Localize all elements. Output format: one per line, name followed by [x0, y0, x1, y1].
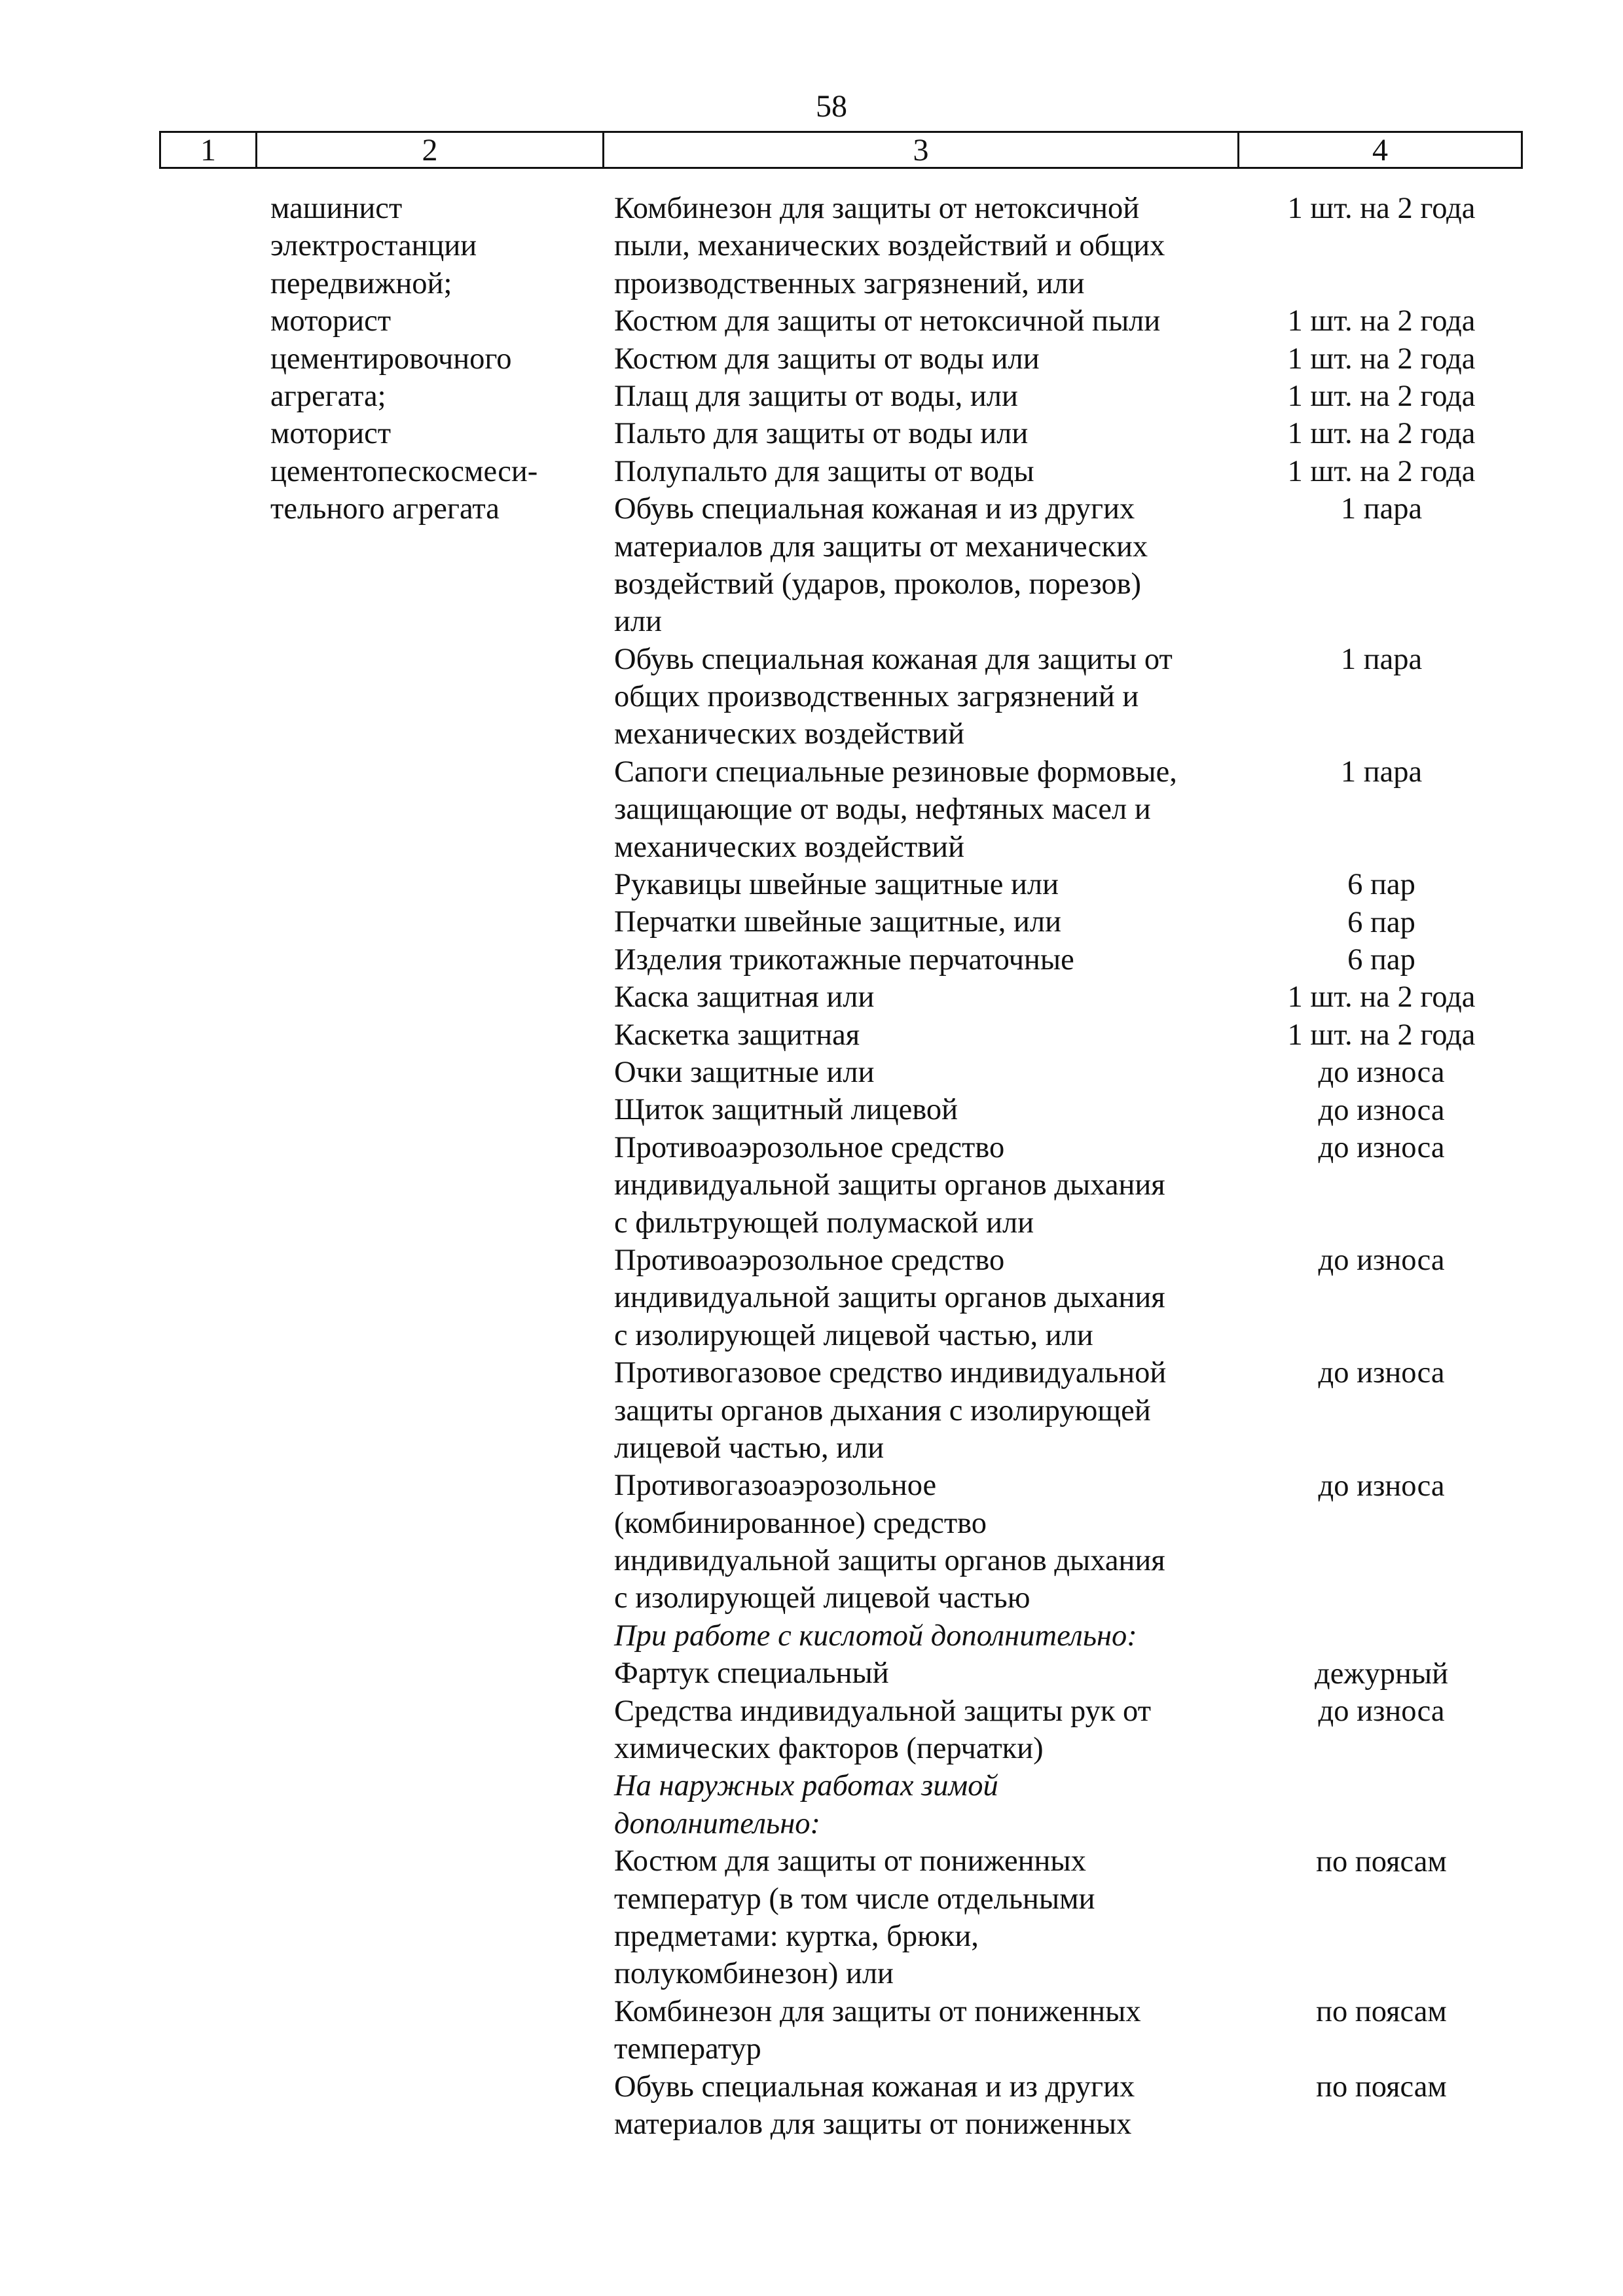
profession-line: цементопескосмеси- [270, 454, 538, 488]
ppe-item-line: Комбинезон для защиты от пониженных [614, 1994, 1141, 2028]
norm-value: по поясам [1316, 1844, 1447, 1878]
ppe-item-line: материалов для защиты от механических [614, 529, 1148, 564]
ppe-item-line: температур (в том числе отдельными [614, 1882, 1095, 1916]
ppe-item-line: При работе с кислотой дополнительно: [614, 1619, 1137, 1653]
ppe-item-list [614, 190, 1230, 2143]
ppe-item-line: пыли, механических воздействий и общих [614, 229, 1165, 263]
ppe-item-line: Очки защитные или [614, 1055, 875, 1089]
ppe-item-line: Полупальто для защиты от воды [614, 454, 1034, 488]
ppe-item [614, 1054, 1230, 1091]
ppe-item-line: с изолирующей лицевой частью [614, 1581, 1030, 1615]
ppe-item-line: Комбинезон для защиты от нетоксичной [614, 192, 1140, 225]
table-header-row [159, 131, 1523, 169]
ppe-item [614, 641, 1230, 753]
ppe-item-line: Обувь специальная кожаная и из других [614, 492, 1135, 526]
ppe-item [614, 903, 1230, 941]
norm-value: 1 шт. на 2 года [1287, 980, 1476, 1014]
ppe-item-line: Средства индивидуальной защиты рук от [614, 1694, 1152, 1728]
norm-value: до износа [1318, 1695, 1445, 1728]
section-heading [614, 1617, 1230, 1655]
norm-value: 6 пар [1347, 943, 1415, 977]
profession-line: передвижной; [270, 266, 452, 300]
ppe-item-line: производственных загрязнений, или [614, 266, 1085, 300]
ppe-item-line: Плащ для защиты от воды, или [614, 379, 1018, 413]
ppe-item [614, 340, 1230, 378]
header-col-2: 2 [257, 133, 604, 167]
ppe-item-line: с фильтрующей полумаской или [614, 1206, 1034, 1240]
ppe-item [614, 1354, 1230, 1467]
ppe-item [614, 1091, 1230, 1128]
ppe-item [614, 753, 1230, 866]
norm-value: 6 пар [1347, 868, 1415, 902]
ppe-item-line: Обувь специальная кожаная для защиты от [614, 642, 1173, 676]
ppe-item [614, 978, 1230, 1016]
ppe-item [614, 190, 1230, 302]
norm-value: до износа [1318, 1056, 1445, 1090]
ppe-item-line: индивидуальной защиты органов дыхания [614, 1168, 1165, 1202]
ppe-item-line: Каска защитная или [614, 980, 875, 1014]
section-heading [614, 1767, 1230, 1842]
header-col-1: 1 [161, 133, 257, 167]
ppe-item [614, 378, 1230, 415]
norm-value: 1 шт. на 2 года [1287, 342, 1476, 376]
ppe-item-line: Противогазоаэрозольное [614, 1469, 937, 1503]
ppe-item-line: Костюм для защиты от воды или [614, 342, 1040, 376]
ppe-item [614, 1693, 1230, 1768]
ppe-item [614, 866, 1230, 903]
ppe-item [614, 2068, 1230, 2144]
profession-line: моторист [270, 304, 392, 338]
ppe-item-line: механических воздействий [614, 830, 964, 864]
profession-line: цементировочного [270, 342, 512, 376]
profession-line: моторист [270, 417, 392, 451]
profession-line: электростанции [270, 229, 477, 263]
ppe-item-line: Противоаэрозольное средство [614, 1130, 1005, 1164]
norm-value: до износа [1318, 1356, 1445, 1390]
norm-value: 1 шт. на 2 года [1287, 192, 1476, 225]
ppe-item-line: Фартук специальный [614, 1657, 889, 1691]
norm-value: 1 пара [1340, 755, 1423, 789]
norm-value: 1 шт. на 2 года [1287, 1018, 1476, 1052]
norm-value: 1 пара [1340, 642, 1423, 676]
ppe-item [614, 1842, 1230, 1993]
ppe-item [614, 302, 1230, 340]
ppe-item [614, 1242, 1230, 1354]
ppe-item-line: защищающие от воды, нефтяных масел и [614, 793, 1151, 827]
ppe-item-line: с изолирующей лицевой частью, или [614, 1318, 1093, 1352]
norm-value: 1 шт. на 2 года [1287, 304, 1476, 338]
ppe-item-line: Перчатки швейные защитные, или [614, 905, 1061, 939]
norm-value: до износа [1318, 1244, 1445, 1278]
ppe-item-line: Противогазовое средство индивидуальной [614, 1356, 1167, 1390]
page-number: 58 [816, 89, 847, 124]
ppe-item [614, 453, 1230, 490]
ppe-item-line: химических факторов (перчатки) [614, 1732, 1044, 1766]
ppe-item-line: лицевой частью, или [614, 1431, 884, 1465]
profession-line: тельного агрегата [270, 492, 500, 526]
profession-list [270, 190, 585, 528]
ppe-item-line: Костюм для защиты от пониженных [614, 1844, 1086, 1878]
ppe-item-line: или [614, 605, 662, 639]
profession-line: машинист [270, 192, 403, 225]
ppe-item-line: материалов для защиты от пониженных [614, 2107, 1132, 2141]
ppe-item-line: Каскетка защитная [614, 1018, 860, 1052]
norm-value: по поясам [1316, 2070, 1447, 2104]
ppe-item-line: защиты органов дыхания с изолирующей [614, 1393, 1151, 1427]
norm-value: до износа [1318, 1469, 1445, 1503]
ppe-item-line: Рукавицы швейные защитные или [614, 868, 1059, 902]
header-col-3: 3 [604, 133, 1239, 167]
ppe-item-line: Обувь специальная кожаная и из других [614, 2070, 1135, 2104]
ppe-item [614, 415, 1230, 452]
norm-value: дежурный [1315, 1657, 1448, 1691]
header-col-4: 4 [1372, 132, 1388, 168]
ppe-item-line: индивидуальной защиты органов дыхания [614, 1281, 1165, 1315]
norm-value: 6 пар [1347, 905, 1415, 939]
norm-value: 1 шт. на 2 года [1287, 454, 1476, 488]
norm-value: до износа [1318, 1093, 1445, 1127]
ppe-item-line: предметами: куртка, брюки, [614, 1919, 979, 1953]
ppe-item-line: Пальто для защиты от воды или [614, 417, 1029, 451]
norm-value: 1 шт. на 2 года [1287, 417, 1476, 451]
ppe-item [614, 941, 1230, 978]
ppe-item-line: полукомбинезон) или [614, 1957, 894, 1991]
ppe-item-line: индивидуальной защиты органов дыхания [614, 1544, 1165, 1578]
norm-value: 1 шт. на 2 года [1287, 380, 1476, 413]
ppe-item-line: Костюм для защиты от нетоксичной пыли [614, 304, 1161, 338]
ppe-item [614, 490, 1230, 641]
ppe-item-line: дополнительно: [614, 1806, 821, 1840]
norm-value: по поясам [1316, 1995, 1447, 2029]
ppe-item-line: воздействий (ударов, проколов, порезов) [614, 567, 1142, 601]
ppe-item [614, 1467, 1230, 1617]
ppe-item-line: Щиток защитный лицевой [614, 1093, 958, 1127]
ppe-item [614, 1993, 1230, 2068]
ppe-item [614, 1016, 1230, 1054]
ppe-item-line: Сапоги специальные резиновые формовые, [614, 755, 1177, 789]
ppe-item-line: механических воздействий [614, 717, 964, 751]
ppe-item-line: температур [614, 2032, 761, 2066]
ppe-item-line: Изделия трикотажные перчаточные [614, 942, 1074, 977]
ppe-item-line: На наружных работах зимой [614, 1769, 998, 1803]
profession-line: агрегата; [270, 379, 386, 413]
norm-value: до износа [1318, 1131, 1445, 1164]
ppe-item-line: общих производственных загрязнений и [614, 680, 1139, 714]
ppe-item [614, 1129, 1230, 1242]
ppe-item-line: Противоаэрозольное средство [614, 1243, 1005, 1277]
ppe-item [614, 1655, 1230, 1692]
norm-value: 1 пара [1340, 492, 1423, 526]
ppe-item-line: (комбинированное) средство [614, 1506, 987, 1540]
